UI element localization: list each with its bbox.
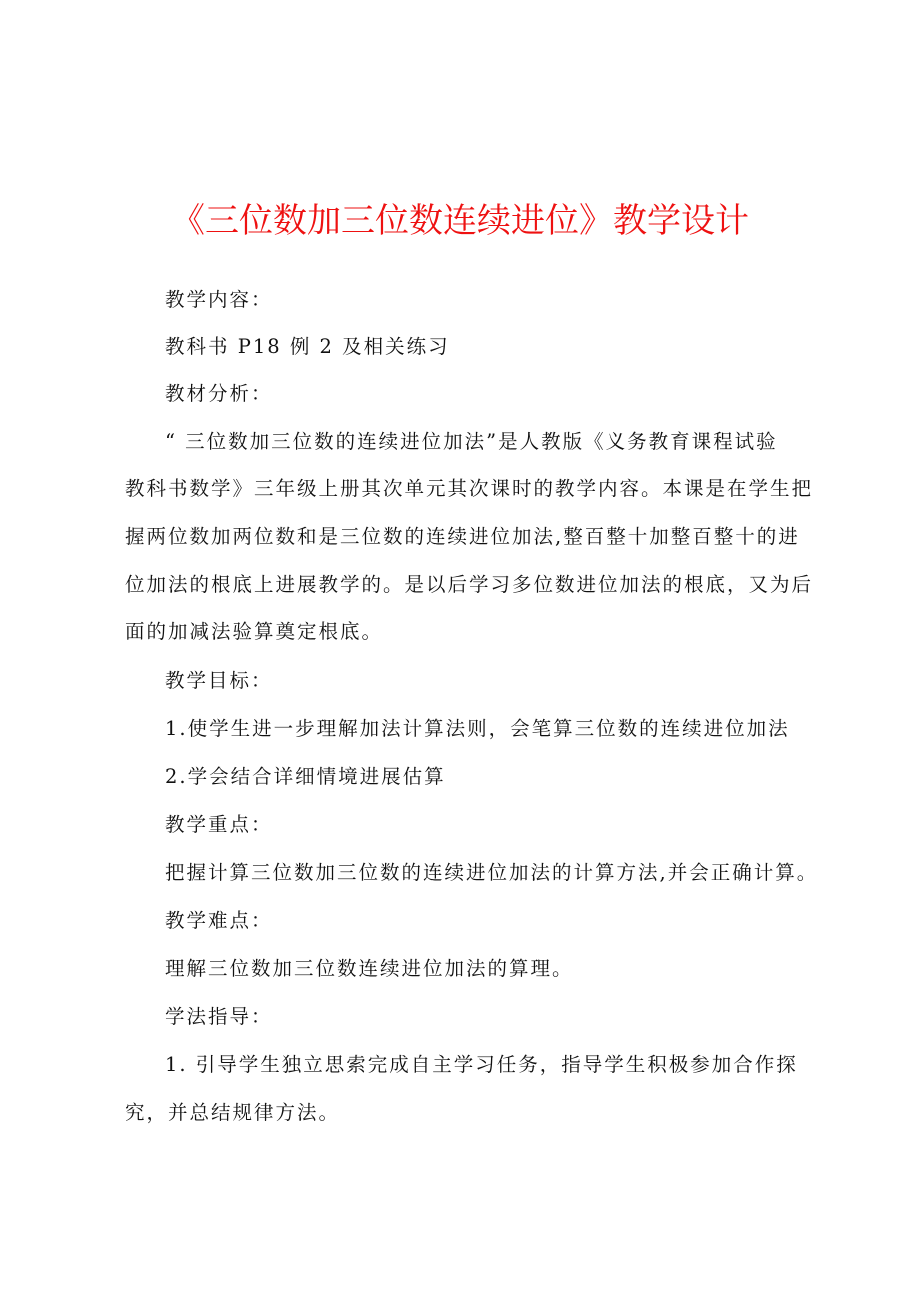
section-heading-difficulties: 教学难点： [165, 909, 273, 932]
paragraph-analysis-line: “ 三位数加三位数的连续进位加法”是人教版《义务教育课程试验 [165, 430, 778, 453]
study-guide-item-1: 1. 引导学生独立思索完成自主学习任务，指导学生积极参加合作探 [165, 1053, 798, 1076]
paragraph-analysis-line: 面的加减法验算奠定根底。 [125, 620, 384, 643]
study-guide-item-1-cont: 究，并总结规律方法。 [125, 1101, 341, 1124]
paragraph-textbook: 教科书 P18 例 2 及相关练习 [165, 335, 450, 358]
paragraph-analysis-line: 握两位数加两位数和是三位数的连续进位加法,整百整十加整百整十的进 [125, 525, 800, 548]
paragraph-analysis-line: 教科书数学》三年级上册其次单元其次课时的教学内容。本课是在学生把 [125, 477, 814, 500]
section-heading-study-guide: 学法指导： [165, 1005, 273, 1028]
section-heading-analysis: 教材分析： [165, 382, 273, 405]
document-title: 《三位数加三位数连续进位》教学设计 [171, 201, 749, 241]
section-heading-content: 教学内容： [165, 288, 273, 311]
section-heading-key-points: 教学重点： [165, 813, 273, 836]
goal-item-2: 2.学会结合详细情境进展估算 [165, 765, 446, 788]
goal-item-1: 1.使学生进一步理解加法计算法则，会笔算三位数的连续进位加法 [165, 717, 790, 740]
paragraph-analysis-line: 位加法的根底上进展教学的。是以后学习多位数进位加法的根底，又为后 [125, 573, 814, 596]
section-heading-goals: 教学目标： [165, 669, 273, 692]
paragraph-difficulties: 理解三位数加三位数连续进位加法的算理。 [165, 957, 574, 980]
paragraph-key-points: 把握计算三位数加三位数的连续进位加法的计算方法,并会正确计算。 [165, 861, 819, 884]
